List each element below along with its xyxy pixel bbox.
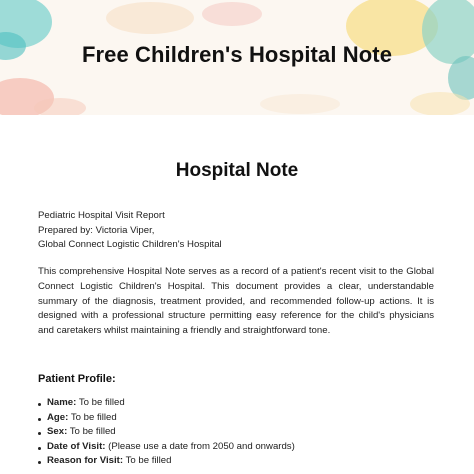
bullet-icon — [38, 447, 41, 450]
field-value-sex: To be filled — [69, 426, 116, 438]
field-value-reason-for-visit: To be filled — [125, 455, 172, 467]
prepared-by: Prepared by: Victoria Viper, — [38, 224, 155, 236]
bullet-icon — [38, 461, 41, 464]
hospital-name: Global Connect Logistic Children's Hospital — [38, 239, 222, 251]
report-meta — [38, 209, 222, 253]
list-item — [38, 411, 295, 426]
document-title: Hospital Note — [175, 160, 299, 181]
field-label-reason-for-visit: Reason for Visit: — [47, 455, 124, 467]
report-type: Pediatric Hospital Visit Report — [38, 210, 165, 221]
list-item — [38, 454, 295, 469]
field-value-name: To be filled — [78, 397, 125, 408]
patient-profile-list — [38, 396, 295, 469]
bullet-icon — [38, 432, 41, 435]
header-banner — [0, 0, 474, 115]
list-item — [38, 440, 295, 455]
bullet-icon — [38, 403, 41, 406]
patient-profile-heading: Patient Profile: — [38, 373, 116, 385]
list-item — [38, 396, 295, 411]
banner-title: Free Children's Hospital Note — [81, 42, 393, 67]
field-label-name: Name: — [47, 397, 77, 408]
list-item — [38, 425, 295, 440]
field-label-date-of-visit: Date of Visit: — [47, 440, 106, 452]
bullet-icon — [38, 418, 41, 421]
field-label-sex: Sex: — [47, 426, 68, 438]
intro-paragraph: This comprehensive Hospital Note serves as a record of a patient's recent visit to the Global Connect Logistic Children's Hospital. This document provides a clear, understandable summary of the diagnosis, treatment provided, and recommended follow-up actions. It is designed with a professional structure permitting easy reference for the child's physicians and caretakers whilst maintaining a friendly and straightforward tone. — [38, 266, 434, 337]
field-value-date-of-visit: (Please use a date from 2050 and onwards) — [108, 440, 295, 452]
field-value-age: To be filled — [70, 411, 117, 423]
field-label-age: Age: — [47, 411, 69, 423]
